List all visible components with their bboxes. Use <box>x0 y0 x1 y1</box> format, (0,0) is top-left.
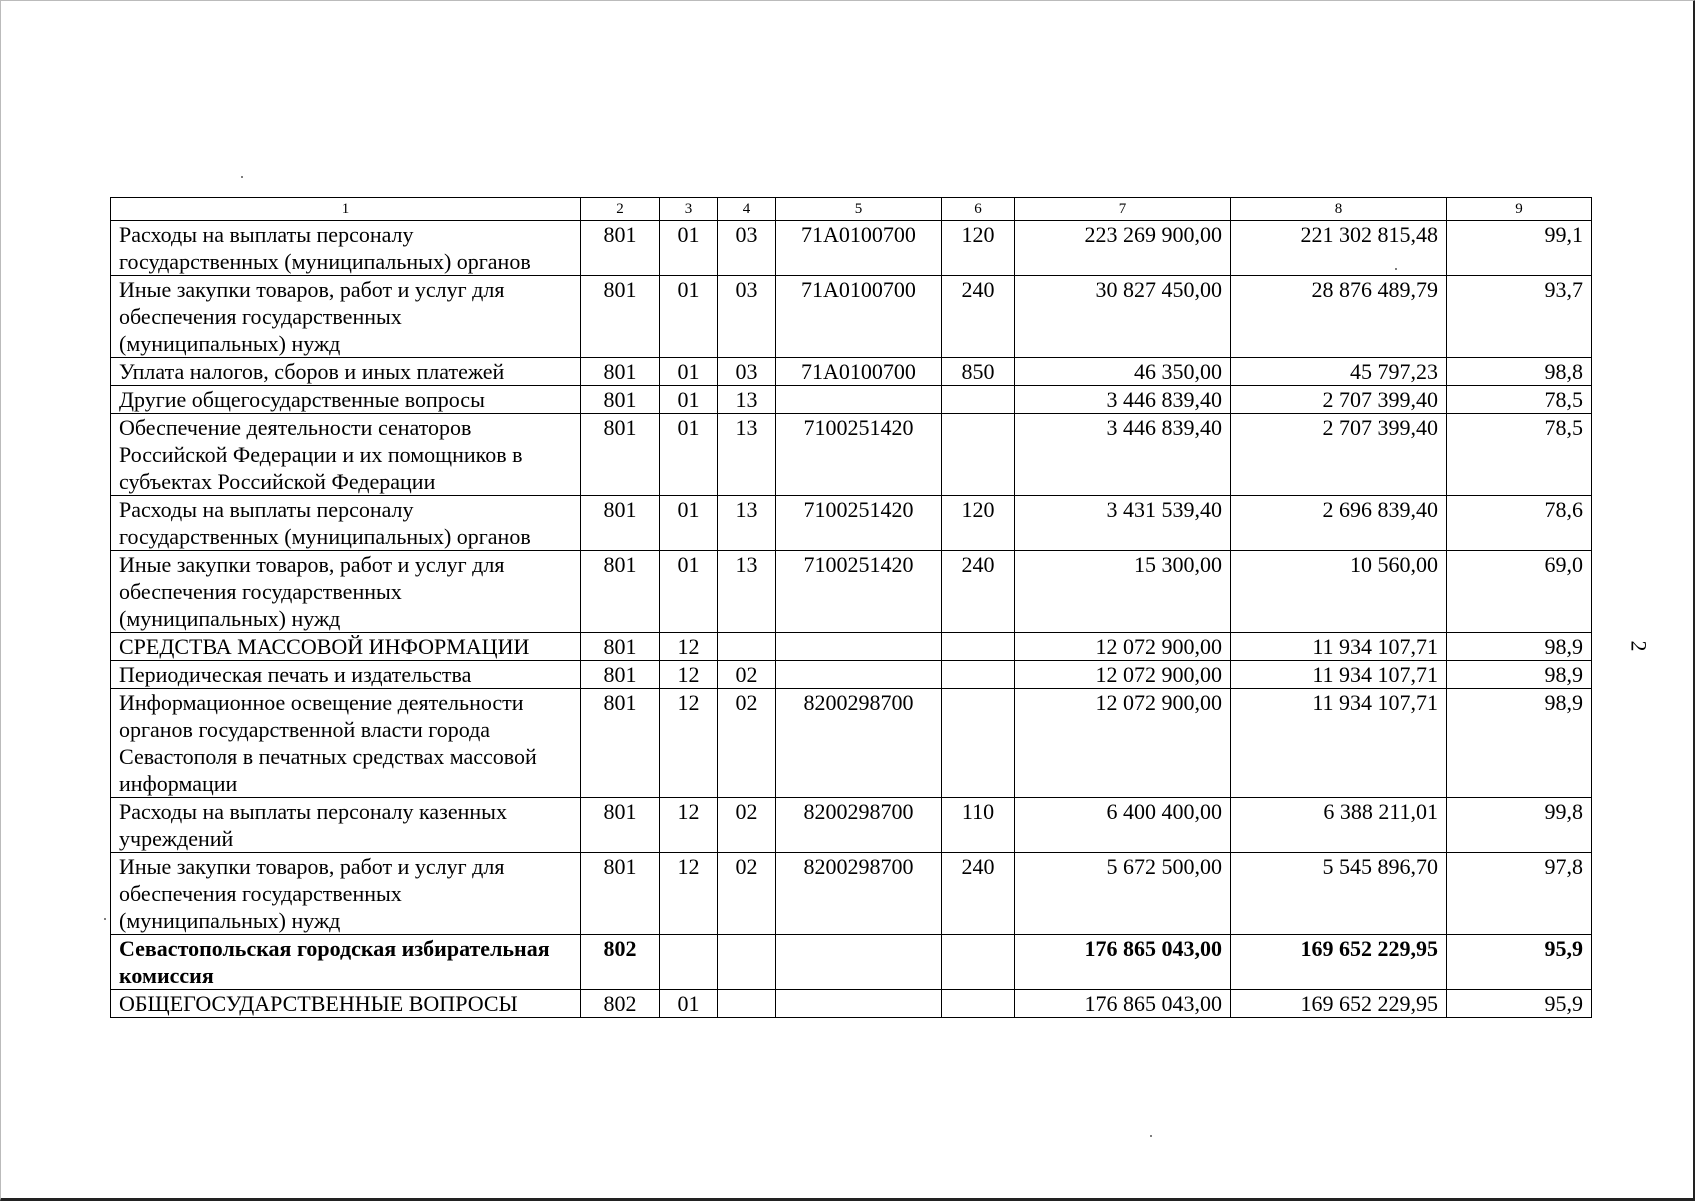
execution-percent-cell: 99,8 <box>1447 798 1592 853</box>
expense-name-cell: Расходы на выплаты персоналу казенных учреждений <box>111 798 581 853</box>
execution-percent-cell: 99,1 <box>1447 221 1592 276</box>
execution-percent-cell: 95,9 <box>1447 935 1592 990</box>
expense-name-cell: СРЕДСТВА МАССОВОЙ ИНФОРМАЦИИ <box>111 633 581 661</box>
execution-percent-cell: 78,5 <box>1447 386 1592 414</box>
scan-speck <box>1150 1135 1152 1137</box>
subsection-code-cell: 13 <box>718 414 776 496</box>
subsection-code-cell: 02 <box>718 798 776 853</box>
expense-type-code-cell: 110 <box>942 798 1015 853</box>
section-code-cell: 01 <box>660 990 718 1018</box>
department-code-cell: 801 <box>581 551 660 633</box>
execution-percent-cell: 95,9 <box>1447 990 1592 1018</box>
approved-amount-cell: 12 072 900,00 <box>1015 633 1231 661</box>
department-code-cell: 802 <box>581 990 660 1018</box>
execution-percent-cell: 93,7 <box>1447 276 1592 358</box>
target-item-code-cell: 7100251420 <box>776 551 942 633</box>
column-number-header: 9 <box>1447 198 1592 221</box>
expense-name-cell: Уплата налогов, сборов и иных платежей <box>111 358 581 386</box>
expense-type-code-cell: 120 <box>942 221 1015 276</box>
section-code-cell: 12 <box>660 798 718 853</box>
column-number-header: 3 <box>660 198 718 221</box>
subsection-code-cell: 02 <box>718 689 776 798</box>
department-code-cell: 801 <box>581 221 660 276</box>
approved-amount-cell: 12 072 900,00 <box>1015 661 1231 689</box>
target-item-code-cell <box>776 386 942 414</box>
expense-type-code-cell <box>942 661 1015 689</box>
executed-amount-cell: 10 560,00 <box>1231 551 1447 633</box>
section-code-cell: 01 <box>660 358 718 386</box>
table-row <box>111 935 1592 990</box>
target-item-code-cell: 8200298700 <box>776 853 942 935</box>
column-number-header: 4 <box>718 198 776 221</box>
approved-amount-cell: 30 827 450,00 <box>1015 276 1231 358</box>
table-row <box>111 276 1592 358</box>
section-code-cell: 12 <box>660 853 718 935</box>
subsection-code-cell <box>718 990 776 1018</box>
target-item-code-cell: 8200298700 <box>776 798 942 853</box>
column-number-header: 6 <box>942 198 1015 221</box>
executed-amount-cell: 11 934 107,71 <box>1231 633 1447 661</box>
executed-amount-cell: 2 696 839,40 <box>1231 496 1447 551</box>
execution-percent-cell: 98,8 <box>1447 358 1592 386</box>
table-row <box>111 990 1592 1018</box>
table-row <box>111 798 1592 853</box>
target-item-code-cell <box>776 661 942 689</box>
expense-name-cell: Периодическая печать и издательства <box>111 661 581 689</box>
table-row <box>111 689 1592 798</box>
approved-amount-cell: 12 072 900,00 <box>1015 689 1231 798</box>
approved-amount-cell: 46 350,00 <box>1015 358 1231 386</box>
table-row <box>111 661 1592 689</box>
department-code-cell: 801 <box>581 689 660 798</box>
scan-speck <box>241 176 243 178</box>
target-item-code-cell <box>776 633 942 661</box>
section-code-cell: 01 <box>660 386 718 414</box>
target-item-code-cell: 7100251420 <box>776 414 942 496</box>
table-row <box>111 853 1592 935</box>
target-item-code-cell <box>776 935 942 990</box>
expense-type-code-cell <box>942 386 1015 414</box>
execution-percent-cell: 98,9 <box>1447 633 1592 661</box>
subsection-code-cell: 03 <box>718 221 776 276</box>
table-row <box>111 551 1592 633</box>
subsection-code-cell: 13 <box>718 386 776 414</box>
target-item-code-cell: 71А0100700 <box>776 221 942 276</box>
executed-amount-cell: 11 934 107,71 <box>1231 661 1447 689</box>
department-code-cell: 801 <box>581 414 660 496</box>
executed-amount-cell: 5 545 896,70 <box>1231 853 1447 935</box>
executed-amount-cell: 169 652 229,95 <box>1231 990 1447 1018</box>
expense-type-code-cell <box>942 990 1015 1018</box>
expense-type-code-cell <box>942 935 1015 990</box>
expense-name-cell: Иные закупки товаров, работ и услуг для обеспечения государственных (муниципальных) нужд <box>111 276 581 358</box>
approved-amount-cell: 15 300,00 <box>1015 551 1231 633</box>
approved-amount-cell: 176 865 043,00 <box>1015 935 1231 990</box>
subsection-code-cell <box>718 633 776 661</box>
section-code-cell: 12 <box>660 633 718 661</box>
subsection-code-cell: 03 <box>718 276 776 358</box>
department-code-cell: 801 <box>581 798 660 853</box>
subsection-code-cell: 13 <box>718 496 776 551</box>
target-item-code-cell <box>776 990 942 1018</box>
section-code-cell <box>660 935 718 990</box>
subsection-code-cell: 02 <box>718 661 776 689</box>
department-code-cell: 802 <box>581 935 660 990</box>
expense-name-cell: ОБЩЕГОСУДАРСТВЕННЫЕ ВОПРОСЫ <box>111 990 581 1018</box>
department-code-cell: 801 <box>581 276 660 358</box>
department-code-cell: 801 <box>581 661 660 689</box>
page-number: 2 <box>1626 640 1652 652</box>
expense-name-cell: Севастопольская городская избирательная комиссия <box>111 935 581 990</box>
expense-type-code-cell: 120 <box>942 496 1015 551</box>
table-row <box>111 633 1592 661</box>
section-code-cell: 01 <box>660 221 718 276</box>
column-number-header: 8 <box>1231 198 1447 221</box>
approved-amount-cell: 3 446 839,40 <box>1015 386 1231 414</box>
table-body <box>111 221 1592 1018</box>
target-item-code-cell: 8200298700 <box>776 689 942 798</box>
execution-percent-cell: 78,5 <box>1447 414 1592 496</box>
approved-amount-cell: 223 269 900,00 <box>1015 221 1231 276</box>
table-row <box>111 414 1592 496</box>
section-code-cell: 12 <box>660 689 718 798</box>
target-item-code-cell: 71А0100700 <box>776 358 942 386</box>
executed-amount-cell: 45 797,23 <box>1231 358 1447 386</box>
section-code-cell: 12 <box>660 661 718 689</box>
department-code-cell: 801 <box>581 496 660 551</box>
subsection-code-cell: 13 <box>718 551 776 633</box>
executed-amount-cell: 2 707 399,40 <box>1231 414 1447 496</box>
executed-amount-cell: 6 388 211,01 <box>1231 798 1447 853</box>
column-number-header-row <box>111 198 1592 221</box>
expense-type-code-cell <box>942 414 1015 496</box>
expense-name-cell: Другие общегосударственные вопросы <box>111 386 581 414</box>
table-row <box>111 358 1592 386</box>
scan-speck <box>104 918 106 920</box>
expense-type-code-cell: 850 <box>942 358 1015 386</box>
executed-amount-cell: 2 707 399,40 <box>1231 386 1447 414</box>
expense-type-code-cell: 240 <box>942 551 1015 633</box>
expense-type-code-cell: 240 <box>942 276 1015 358</box>
expense-name-cell: Обеспечение деятельности сенаторов Российской Федерации и их помощников в субъектах Российской Федерации <box>111 414 581 496</box>
subsection-code-cell <box>718 935 776 990</box>
department-code-cell: 801 <box>581 853 660 935</box>
column-number-header: 1 <box>111 198 581 221</box>
column-number-header: 7 <box>1015 198 1231 221</box>
target-item-code-cell: 71А0100700 <box>776 276 942 358</box>
department-code-cell: 801 <box>581 633 660 661</box>
executed-amount-cell: 169 652 229,95 <box>1231 935 1447 990</box>
column-number-header: 5 <box>776 198 942 221</box>
executed-amount-cell: 28 876 489,79 <box>1231 276 1447 358</box>
department-code-cell: 801 <box>581 386 660 414</box>
table-row <box>111 221 1592 276</box>
subsection-code-cell: 02 <box>718 853 776 935</box>
section-code-cell: 01 <box>660 276 718 358</box>
approved-amount-cell: 176 865 043,00 <box>1015 990 1231 1018</box>
execution-percent-cell: 98,9 <box>1447 661 1592 689</box>
section-code-cell: 01 <box>660 414 718 496</box>
budget-execution-table <box>110 197 1592 1018</box>
table-row <box>111 496 1592 551</box>
subsection-code-cell: 03 <box>718 358 776 386</box>
execution-percent-cell: 78,6 <box>1447 496 1592 551</box>
executed-amount-cell: 11 934 107,71 <box>1231 689 1447 798</box>
expense-name-cell: Расходы на выплаты персоналу государственных (муниципальных) органов <box>111 221 581 276</box>
expense-type-code-cell: 240 <box>942 853 1015 935</box>
target-item-code-cell: 7100251420 <box>776 496 942 551</box>
approved-amount-cell: 5 672 500,00 <box>1015 853 1231 935</box>
execution-percent-cell: 98,9 <box>1447 689 1592 798</box>
expense-name-cell: Иные закупки товаров, работ и услуг для обеспечения государственных (муниципальных) нужд <box>111 551 581 633</box>
expense-name-cell: Расходы на выплаты персоналу государственных (муниципальных) органов <box>111 496 581 551</box>
expense-name-cell: Информационное освещение деятельности органов государственной власти города Севастополя в печатных средствах массовой информации <box>111 689 581 798</box>
approved-amount-cell: 6 400 400,00 <box>1015 798 1231 853</box>
expense-type-code-cell <box>942 633 1015 661</box>
execution-percent-cell: 97,8 <box>1447 853 1592 935</box>
table-row <box>111 386 1592 414</box>
expense-type-code-cell <box>942 689 1015 798</box>
execution-percent-cell: 69,0 <box>1447 551 1592 633</box>
column-number-header: 2 <box>581 198 660 221</box>
section-code-cell: 01 <box>660 551 718 633</box>
approved-amount-cell: 3 431 539,40 <box>1015 496 1231 551</box>
department-code-cell: 801 <box>581 358 660 386</box>
section-code-cell: 01 <box>660 496 718 551</box>
approved-amount-cell: 3 446 839,40 <box>1015 414 1231 496</box>
executed-amount-cell: 221 302 815,48 <box>1231 221 1447 276</box>
expense-name-cell: Иные закупки товаров, работ и услуг для обеспечения государственных (муниципальных) нужд <box>111 853 581 935</box>
